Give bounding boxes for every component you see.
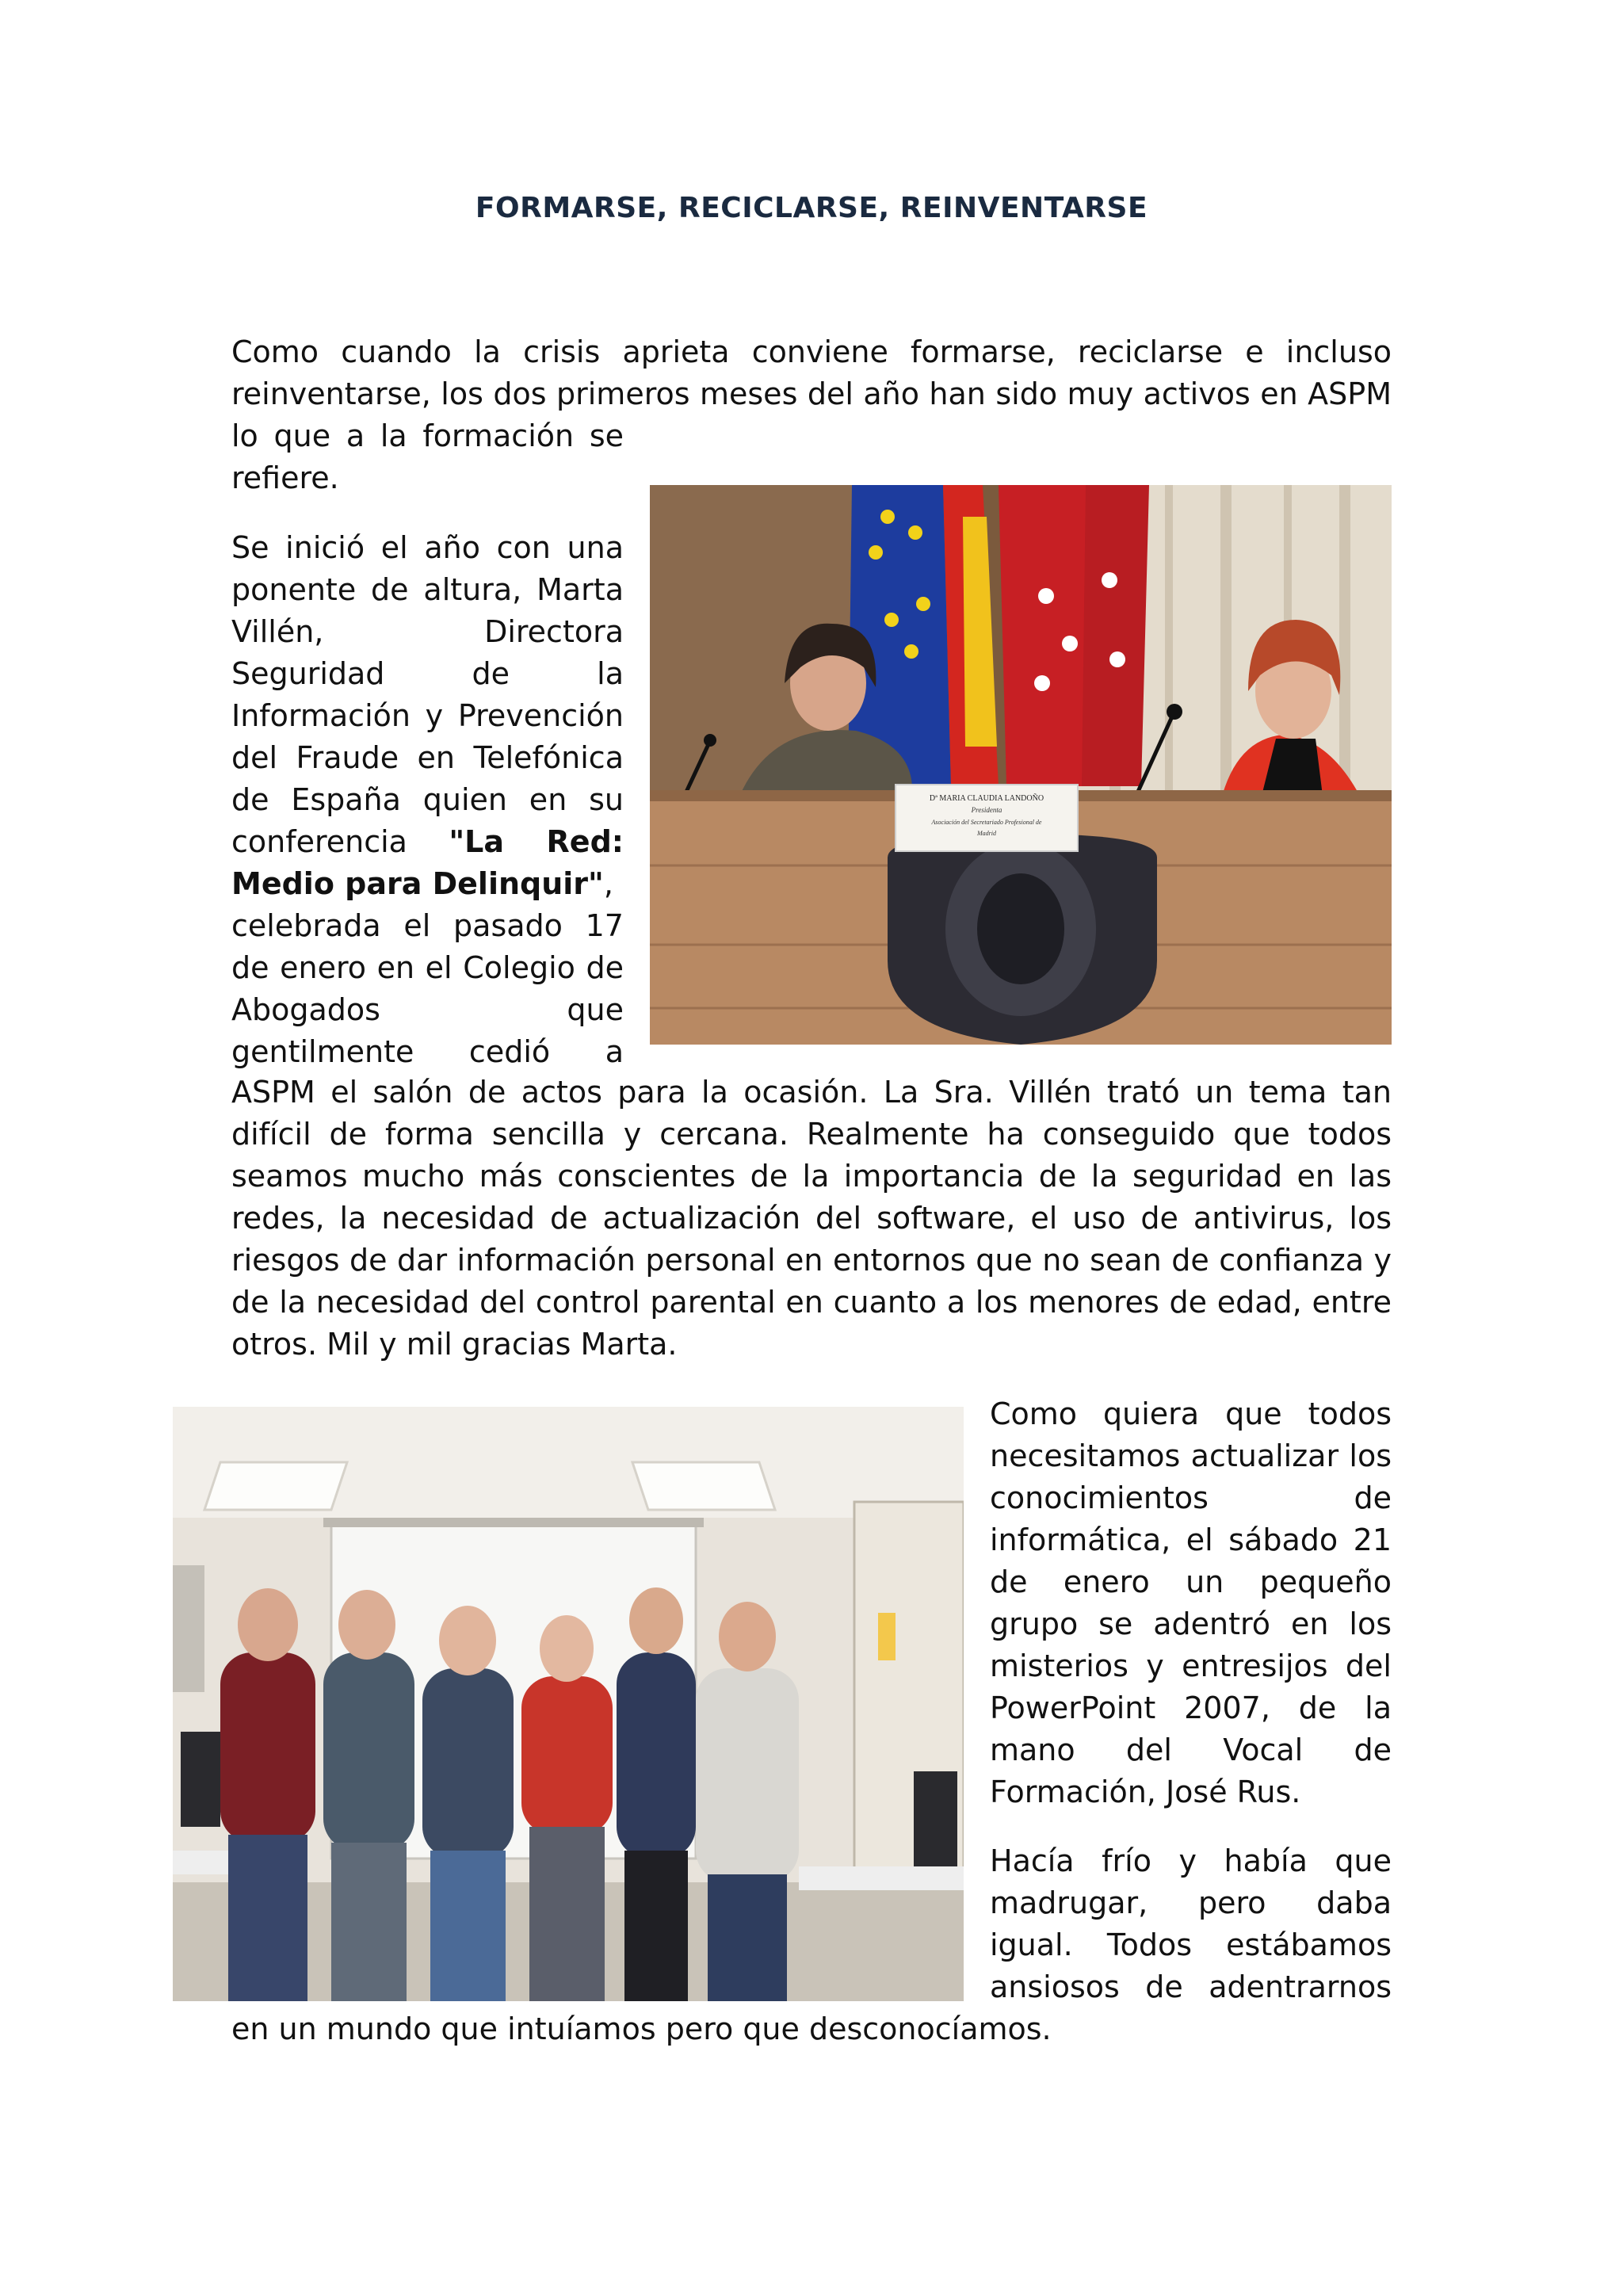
text-line: misterios y entresijos del	[990, 1648, 1392, 1683]
text-line	[231, 821, 624, 863]
text-line: Se inició el año con una	[231, 530, 624, 565]
text-line: informática, el sábado 21	[990, 1522, 1392, 1557]
text-line: redes, la necesidad de actualización del software, el uso de antivirus, los	[231, 1201, 1392, 1236]
paragraph-conference-cont	[231, 1072, 1392, 1366]
text-line: riesgos de dar información personal en entornos que no sean de confianza y	[231, 1243, 1392, 1278]
text-line: Hacía frío y había que	[990, 1843, 1392, 1878]
page-title: FORMARSE, RECICLARSE, REINVENTARSE	[475, 192, 1148, 224]
text-line: ponente de altura, Marta	[231, 572, 624, 607]
text-line: difícil de forma sencilla y cercana. Realmente ha conseguido que todos	[231, 1117, 1392, 1152]
paragraph-closing-cont	[231, 2008, 1392, 2050]
text-line: ASPM el salón de actos para la ocasión. La Sra. Villén trató un tema tan	[231, 1075, 1392, 1110]
text-line: refiere.	[231, 460, 339, 495]
text-line	[231, 863, 624, 905]
text-line: lo que a la formación se	[231, 418, 624, 453]
paragraph-conference	[231, 527, 624, 1073]
text-line: celebrada el pasado 17	[231, 908, 624, 943]
text-line: Villén, Directora	[231, 614, 624, 649]
text-line: Información y Prevención	[231, 698, 624, 733]
nameplate-org: Asociación del Secretariado Profesional de	[931, 819, 1042, 826]
nameplate-name: Dª MARIA CLAUDIA LANDOÑO	[929, 794, 1044, 803]
text-line: grupo se adentró en los	[990, 1606, 1392, 1641]
text-line: Abogados que	[231, 992, 624, 1027]
text-line: del Fraude en Telefónica	[231, 740, 624, 775]
text-line: madrugar, pero daba	[990, 1885, 1392, 1920]
text-line: Como cuando la crisis aprieta conviene formarse, reciclarse e incluso	[231, 334, 1392, 369]
text-line: igual. Todos estábamos	[990, 1927, 1392, 1962]
text-line: gentilmente cedió a	[231, 1034, 624, 1069]
nameplate-city: Madrid	[977, 830, 996, 837]
text-line: Formación, José Rus.	[990, 1775, 1301, 1809]
text-line: reinventarse, los dos primeros meses del año han sido muy activos en ASPM	[231, 376, 1392, 411]
text-line: Seguridad de la	[231, 656, 624, 691]
text-line: de enero en el Colegio de	[231, 950, 624, 985]
text-line: de la necesidad del control parental en cuanto a los menores de edad, entre	[231, 1285, 1392, 1320]
text-line: Como quiera que todos	[990, 1396, 1392, 1431]
conference-title-part1: "La Red:	[449, 824, 624, 859]
conference-photo	[650, 485, 1392, 1045]
text-line: conocimientos de	[990, 1480, 1392, 1515]
text-line: de España quien en su	[231, 782, 624, 817]
paragraph-closing	[990, 1840, 1392, 2008]
paragraph-workshop	[990, 1393, 1392, 1813]
paragraph-intro-cont	[231, 415, 624, 499]
conference-title-part2: Medio para Delinquir"	[231, 866, 604, 901]
text-line: de enero un pequeño	[990, 1564, 1392, 1599]
paragraph-intro	[231, 331, 1392, 415]
text-fragment: conferencia	[231, 824, 449, 859]
text-fragment: ,	[603, 866, 613, 901]
text-line: ansiosos de adentrarnos	[990, 1969, 1392, 2004]
text-line: necesitamos actualizar los	[990, 1438, 1392, 1473]
conference-photo-image	[650, 485, 1392, 1045]
text-line: PowerPoint 2007, de la	[990, 1690, 1392, 1725]
group-photo-image	[173, 1407, 964, 2001]
nameplate-role: Presidenta	[971, 806, 1002, 814]
text-line: otros. Mil y mil gracias Marta.	[231, 1327, 678, 1362]
text-line: mano del Vocal de	[990, 1733, 1392, 1767]
text-line: en un mundo que intuíamos pero que desconocíamos.	[231, 2011, 1052, 2046]
text-line: seamos mucho más conscientes de la importancia de la seguridad en las	[231, 1159, 1392, 1194]
group-photo	[173, 1407, 964, 2001]
